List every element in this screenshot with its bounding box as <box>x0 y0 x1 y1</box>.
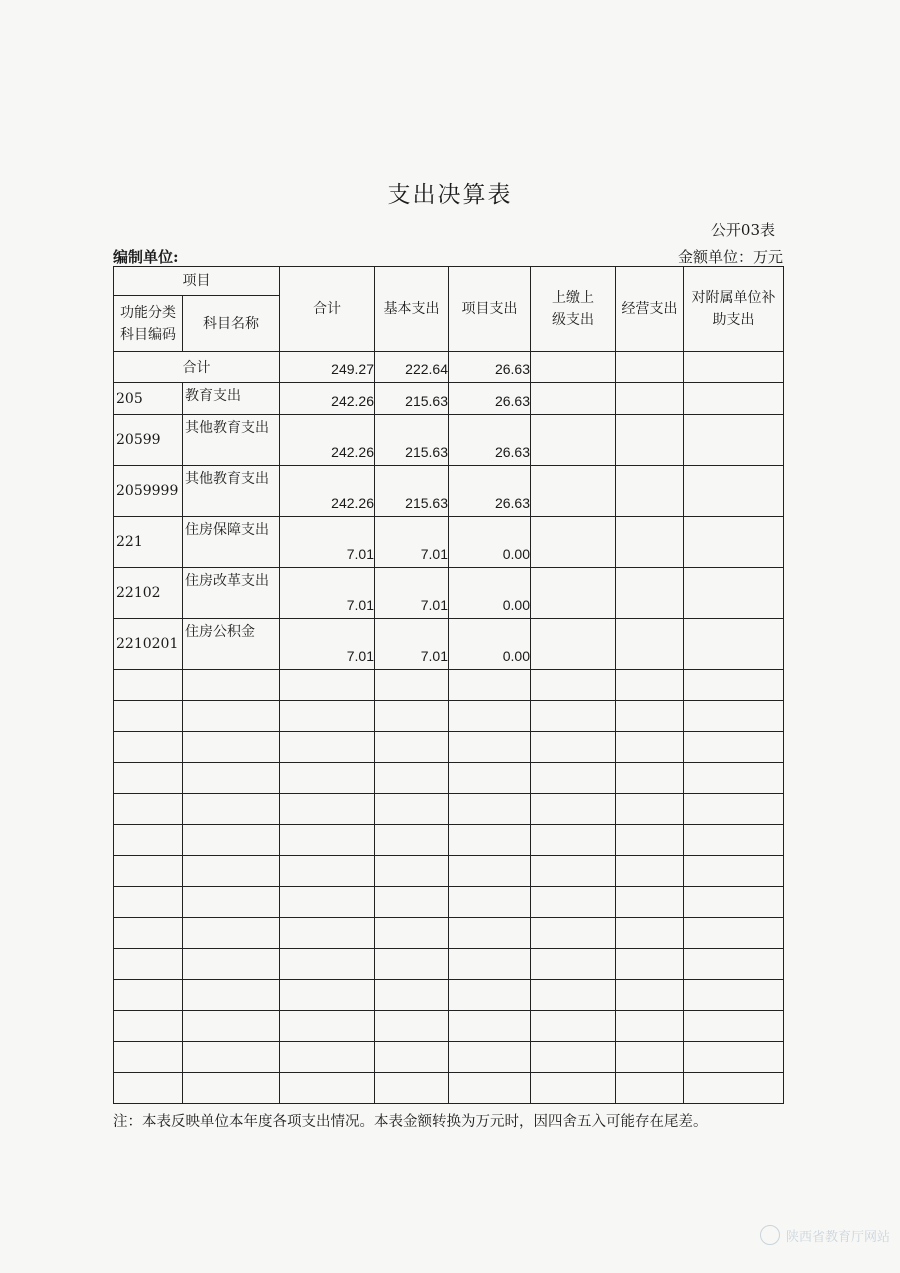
blank-row <box>114 918 784 949</box>
row-project: 0.00 <box>449 517 531 568</box>
row-subject-name: 其他教育支出 <box>183 466 280 517</box>
table-row <box>114 466 784 517</box>
empty-cell <box>183 701 280 732</box>
empty-cell <box>684 670 784 701</box>
empty-cell <box>114 1073 183 1104</box>
empty-cell <box>280 887 375 918</box>
empty-cell <box>114 1042 183 1073</box>
empty-cell <box>114 825 183 856</box>
row-code: 2210201 <box>114 619 183 670</box>
empty-cell <box>375 670 449 701</box>
empty-cell <box>616 763 684 794</box>
row-subject-name: 住房改革支出 <box>183 568 280 619</box>
empty-cell <box>684 763 784 794</box>
header-basic: 基本支出 <box>375 267 449 352</box>
empty-cell <box>531 701 616 732</box>
empty-cell <box>531 856 616 887</box>
empty-cell <box>616 1011 684 1042</box>
row-code: 221 <box>114 517 183 568</box>
empty-cell <box>114 763 183 794</box>
blank-row <box>114 1011 784 1042</box>
row-subject-name: 其他教育支出 <box>183 415 280 466</box>
empty-cell <box>616 383 684 415</box>
empty-cell <box>183 887 280 918</box>
watermark-text: 陕西省教育厅网站 <box>785 1229 890 1245</box>
blank-row <box>114 980 784 1011</box>
empty-cell <box>449 980 531 1011</box>
row-basic: 215.63 <box>375 415 449 466</box>
empty-cell <box>280 980 375 1011</box>
empty-cell <box>375 1073 449 1104</box>
empty-cell <box>280 1073 375 1104</box>
empty-cell <box>280 856 375 887</box>
empty-cell <box>531 1011 616 1042</box>
empty-cell <box>684 980 784 1011</box>
empty-cell <box>616 949 684 980</box>
empty-cell <box>375 732 449 763</box>
empty-cell <box>616 980 684 1011</box>
blank-row <box>114 825 784 856</box>
row-basic: 7.01 <box>375 568 449 619</box>
empty-cell <box>449 763 531 794</box>
empty-cell <box>280 794 375 825</box>
row-project: 26.63 <box>449 415 531 466</box>
empty-cell <box>449 794 531 825</box>
total-label: 合计 <box>114 352 280 383</box>
empty-cell <box>375 918 449 949</box>
row-project: 26.63 <box>449 466 531 517</box>
empty-cell <box>616 918 684 949</box>
empty-cell <box>531 415 616 466</box>
empty-cell <box>684 732 784 763</box>
empty-cell <box>684 415 784 466</box>
empty-cell <box>114 918 183 949</box>
empty-cell <box>280 732 375 763</box>
empty-cell <box>375 887 449 918</box>
empty-cell <box>114 949 183 980</box>
header-upper: 上缴上级支出 <box>531 267 616 352</box>
header-subject-name: 科目名称 <box>183 296 280 352</box>
empty-cell <box>375 701 449 732</box>
blank-row <box>114 794 784 825</box>
row-total: 242.26 <box>280 383 375 415</box>
empty-cell <box>375 794 449 825</box>
header-affiliated: 对附属单位补助支出 <box>684 267 784 352</box>
empty-cell <box>684 1011 784 1042</box>
empty-cell <box>616 517 684 568</box>
empty-cell <box>280 1042 375 1073</box>
empty-cell <box>616 415 684 466</box>
row-subject-name: 住房保障支出 <box>183 517 280 568</box>
row-total: 242.26 <box>280 415 375 466</box>
row-basic: 7.01 <box>375 619 449 670</box>
row-code: 20599 <box>114 415 183 466</box>
empty-cell <box>684 466 784 517</box>
empty-cell <box>114 794 183 825</box>
empty-cell <box>183 980 280 1011</box>
empty-cell <box>375 763 449 794</box>
empty-cell <box>684 794 784 825</box>
empty-cell <box>531 887 616 918</box>
row-project: 26.63 <box>449 383 531 415</box>
row-total: 7.01 <box>280 517 375 568</box>
empty-cell <box>114 1011 183 1042</box>
empty-cell <box>684 825 784 856</box>
table-row <box>114 619 784 670</box>
empty-cell <box>684 949 784 980</box>
page-title: 支出决算表 <box>387 182 513 208</box>
empty-cell <box>531 949 616 980</box>
total-project: 26.63 <box>449 352 531 383</box>
table-row <box>114 568 784 619</box>
empty-cell <box>531 732 616 763</box>
blank-row <box>114 670 784 701</box>
empty-cell <box>616 466 684 517</box>
form-number: 公开03表 <box>710 221 775 239</box>
empty-cell <box>684 619 784 670</box>
empty-cell <box>449 856 531 887</box>
empty-cell <box>375 949 449 980</box>
row-project: 0.00 <box>449 619 531 670</box>
amount-unit: 金额单位：万元 <box>677 248 783 266</box>
empty-cell <box>531 466 616 517</box>
empty-cell <box>684 1042 784 1073</box>
empty-cell <box>114 980 183 1011</box>
empty-cell <box>449 1073 531 1104</box>
empty-cell <box>616 619 684 670</box>
row-basic: 215.63 <box>375 383 449 415</box>
header-total: 合计 <box>280 267 375 352</box>
empty-cell <box>114 887 183 918</box>
empty-cell <box>183 1011 280 1042</box>
empty-cell <box>183 763 280 794</box>
empty-cell <box>616 794 684 825</box>
empty-cell <box>449 670 531 701</box>
empty-cell <box>183 918 280 949</box>
empty-cell <box>684 918 784 949</box>
empty-cell <box>183 732 280 763</box>
empty-cell <box>531 763 616 794</box>
empty-cell <box>280 670 375 701</box>
blank-row <box>114 1073 784 1104</box>
empty-cell <box>531 794 616 825</box>
row-basic: 215.63 <box>375 466 449 517</box>
empty-cell <box>616 856 684 887</box>
empty-cell <box>449 918 531 949</box>
empty-cell <box>616 887 684 918</box>
row-total: 7.01 <box>280 619 375 670</box>
blank-row <box>114 856 784 887</box>
table-row <box>114 383 784 415</box>
empty-cell <box>616 732 684 763</box>
empty-cell <box>449 825 531 856</box>
empty-cell <box>114 732 183 763</box>
empty-cell <box>531 1042 616 1073</box>
empty-cell <box>280 918 375 949</box>
empty-cell <box>616 1042 684 1073</box>
empty-cell <box>114 670 183 701</box>
expenditure-table <box>113 266 784 1104</box>
empty-cell <box>684 568 784 619</box>
empty-cell <box>375 856 449 887</box>
row-total: 7.01 <box>280 568 375 619</box>
empty-cell <box>183 1042 280 1073</box>
row-project: 0.00 <box>449 568 531 619</box>
total-row <box>114 352 784 383</box>
total-total: 249.27 <box>280 352 375 383</box>
blank-row <box>114 701 784 732</box>
blank-row <box>114 732 784 763</box>
empty-cell <box>183 794 280 825</box>
empty-cell <box>183 1073 280 1104</box>
empty-cell <box>280 1011 375 1042</box>
empty-cell <box>616 568 684 619</box>
empty-cell <box>449 887 531 918</box>
empty-cell <box>531 825 616 856</box>
empty-cell <box>449 732 531 763</box>
row-code: 2059999 <box>114 466 183 517</box>
empty-cell <box>531 918 616 949</box>
footnote: 注：本表反映单位本年度各项支出情况。本表金额转换为万元时，因四舍五入可能存在尾差。 <box>113 1114 708 1130</box>
empty-cell <box>183 856 280 887</box>
empty-cell <box>531 517 616 568</box>
empty-cell <box>114 856 183 887</box>
header-project: 项目支出 <box>449 267 531 352</box>
empty-cell <box>616 701 684 732</box>
empty-cell <box>684 517 784 568</box>
blank-row <box>114 763 784 794</box>
empty-cell <box>375 1011 449 1042</box>
empty-cell <box>684 1073 784 1104</box>
row-code: 205 <box>114 383 183 415</box>
blank-row <box>114 887 784 918</box>
empty-cell <box>684 701 784 732</box>
empty-cell <box>531 383 616 415</box>
empty-cell <box>280 763 375 794</box>
empty-cell <box>375 1042 449 1073</box>
empty-cell <box>375 825 449 856</box>
empty-cell <box>280 949 375 980</box>
empty-cell <box>449 701 531 732</box>
row-code: 22102 <box>114 568 183 619</box>
row-subject-name: 教育支出 <box>183 383 280 415</box>
table-row <box>114 517 784 568</box>
blank-row <box>114 949 784 980</box>
watermark-logo-icon <box>760 1225 780 1245</box>
prepared-by-label: 编制单位: <box>113 248 179 266</box>
empty-cell <box>531 568 616 619</box>
empty-cell <box>684 856 784 887</box>
empty-cell <box>616 670 684 701</box>
empty-cell <box>449 949 531 980</box>
empty-cell <box>616 825 684 856</box>
empty-cell <box>531 980 616 1011</box>
row-subject-name: 住房公积金 <box>183 619 280 670</box>
empty-cell <box>449 1011 531 1042</box>
unit-row <box>113 246 783 267</box>
empty-cell <box>531 619 616 670</box>
header-item: 项目 <box>114 267 280 296</box>
empty-cell <box>616 1073 684 1104</box>
header-business: 经营支出 <box>616 267 684 352</box>
row-basic: 7.01 <box>375 517 449 568</box>
table-row <box>114 415 784 466</box>
empty-cell <box>375 980 449 1011</box>
empty-cell <box>531 670 616 701</box>
empty-cell <box>280 701 375 732</box>
empty-cell <box>183 670 280 701</box>
empty-cell <box>280 825 375 856</box>
empty-cell <box>684 383 784 415</box>
blank-row <box>114 1042 784 1073</box>
empty-cell <box>114 701 183 732</box>
empty-cell <box>531 1073 616 1104</box>
empty-cell <box>183 825 280 856</box>
empty-cell <box>684 887 784 918</box>
empty-cell <box>183 949 280 980</box>
empty-cell <box>449 1042 531 1073</box>
total-basic: 222.64 <box>375 352 449 383</box>
watermark <box>760 1225 890 1245</box>
row-total: 242.26 <box>280 466 375 517</box>
header-func-code: 功能分类科目编码 <box>114 296 183 352</box>
